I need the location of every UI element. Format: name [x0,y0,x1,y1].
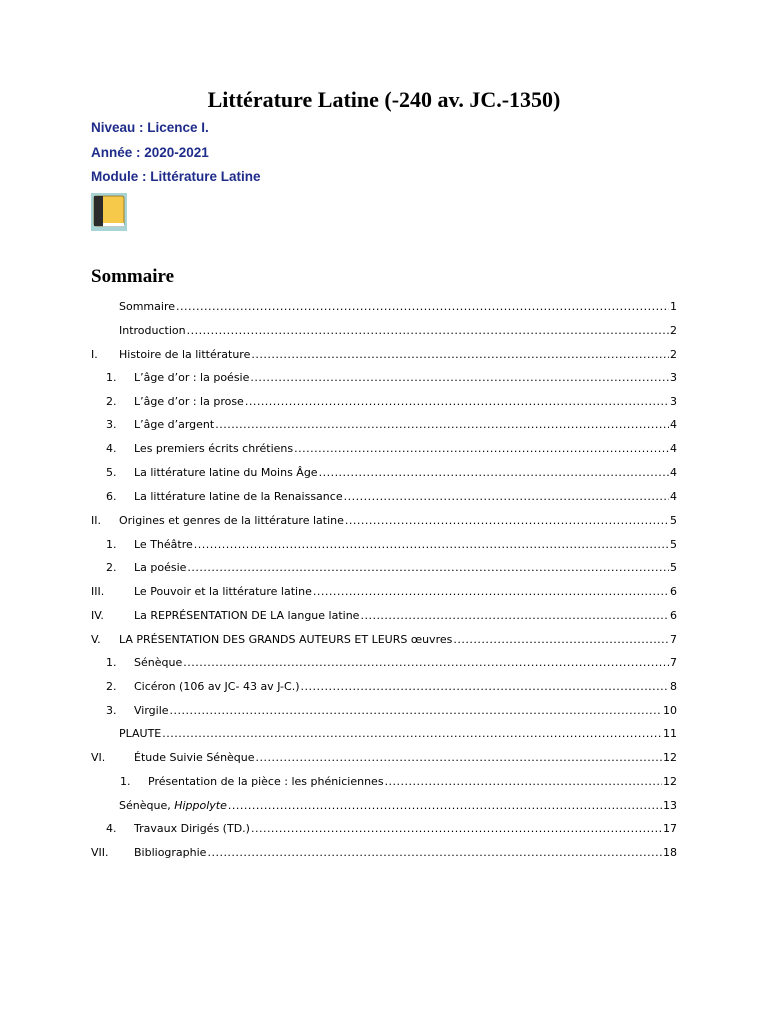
toc-leader-dots [300,678,669,696]
toc-page-number: 3 [670,371,677,384]
toc-label: La REPRÉSENTATION DE LA langue latine [134,609,360,622]
toc-entry[interactable] [0,820,768,838]
toc-entry[interactable] [0,773,768,791]
toc-leader-dots [170,702,662,720]
toc-label: Bibliographie [134,846,207,859]
toc-leader-dots [162,725,662,743]
toc-page-number: 12 [663,751,677,764]
toc-leader-dots [453,631,669,649]
toc-page-number: 7 [670,633,677,646]
toc-page-number: 4 [670,418,677,431]
toc-label: L’âge d’or : la poésie [134,371,250,384]
toc-leader-dots [345,512,669,530]
toc-page-number: 3 [670,395,677,408]
toc-leader-dots [385,773,662,791]
toc-number: VI. [91,751,106,764]
toc-leader-dots [313,583,669,601]
toc-label: Présentation de la pièce : les phéniciennes [148,775,384,788]
toc-leader-dots [228,797,662,815]
toc-page-number: 4 [670,442,677,455]
toc-number: IV. [91,609,104,622]
annee-line: Année : 2020-2021 [91,145,209,160]
toc-entry[interactable] [0,749,768,767]
toc-entry[interactable] [0,440,768,458]
toc-leader-dots [183,654,669,672]
toc-label: LA PRÉSENTATION DES GRANDS AUTEURS ET LEURS œuvres [119,633,453,646]
toc-page-number: 6 [670,609,677,622]
toc-label: Travaux Dirigés (TD.) [134,822,250,835]
sommaire-heading: Sommaire [91,266,175,287]
toc-entry[interactable] [0,583,768,601]
toc-entry[interactable] [0,322,768,340]
toc-page-number: 5 [670,538,677,551]
toc-number: VII. [91,846,109,859]
toc-label: Les premiers écrits chrétiens [134,442,294,455]
toc-page-number: 12 [663,775,677,788]
toc-number: 1. [120,775,131,788]
toc-page-number: 4 [670,490,677,503]
toc-label: PLAUTE [119,727,162,740]
toc-entry[interactable] [0,369,768,387]
toc-leader-dots [250,369,669,387]
toc-page-number: 5 [670,514,677,527]
toc-label: Introduction [119,324,186,337]
toc-leader-dots [187,322,669,340]
toc-leader-dots [194,536,669,554]
toc-leader-dots [344,488,669,506]
toc-leader-dots [245,393,669,411]
toc-number: 3. [106,418,117,431]
toc-entry[interactable] [0,559,768,577]
toc-number: 6. [106,490,117,503]
toc-number: II. [91,514,101,527]
document-title: Littérature Latine (-240 av. JC.-1350) [207,87,561,112]
toc-label: Le Pouvoir et la littérature latine [134,585,312,598]
toc-number: 2. [106,561,117,574]
toc-leader-dots [187,559,669,577]
toc-entry[interactable] [0,536,768,554]
toc-entry[interactable] [0,702,768,720]
toc-entry[interactable] [0,797,768,815]
toc-page-number: 11 [663,727,677,740]
toc-leader-dots [207,844,662,862]
toc-leader-dots [256,749,662,767]
toc-number: 4. [106,442,117,455]
toc-page-number: 5 [670,561,677,574]
toc-entry[interactable] [0,346,768,364]
toc-leader-dots [176,298,669,316]
toc-number: 1. [106,538,117,551]
toc-label: Sommaire [119,300,175,313]
toc-entry[interactable] [0,654,768,672]
toc-number: III. [91,585,105,598]
toc-label: Origines et genres de la littérature latine [119,514,344,527]
toc-entry[interactable] [0,725,768,743]
toc-label: L’âge d’or : la prose [134,395,244,408]
toc-number: 4. [106,822,117,835]
toc-page-number: 17 [663,822,677,835]
toc-page-number: 4 [670,466,677,479]
toc-leader-dots [251,820,662,838]
toc-number: 5. [106,466,117,479]
toc-page-number: 2 [670,324,677,337]
toc-leader-dots [251,346,669,364]
toc-entry[interactable] [0,464,768,482]
toc-number: 2. [106,680,117,693]
toc-label: Étude Suivie Sénèque [134,751,255,764]
toc-page-number: 18 [663,846,677,859]
toc-entry[interactable] [0,393,768,411]
toc-page-number: 2 [670,348,677,361]
toc-label: Sénèque, Hippolyte [119,799,227,812]
toc-leader-dots [215,416,669,434]
toc-page-number: 10 [663,704,677,717]
toc-label: L’âge d’argent [134,418,215,431]
toc-label: Histoire de la littérature [119,348,251,361]
toc-number: 1. [106,656,117,669]
toc-label: Cicéron (106 av JC- 43 av J-C.) [134,680,300,693]
toc-number: 3. [106,704,117,717]
toc-leader-dots [360,607,669,625]
book-icon [91,193,127,231]
toc-entry[interactable] [0,512,768,530]
module-line: Module : Littérature Latine [91,169,261,184]
toc-entry[interactable] [0,488,768,506]
toc-number: I. [91,348,98,361]
toc-entry[interactable] [0,631,768,649]
toc-entry[interactable] [0,607,768,625]
toc-page-number: 7 [670,656,677,669]
toc-number: V. [91,633,101,646]
toc-number: 1. [106,371,117,384]
toc-label: Sénèque [134,656,183,669]
toc-page-number: 6 [670,585,677,598]
toc-page-number: 8 [670,680,677,693]
niveau-line: Niveau : Licence I. [91,120,209,135]
toc-label: La poésie [134,561,187,574]
toc-number: 2. [106,395,117,408]
toc-leader-dots [319,464,669,482]
toc-entry[interactable] [0,298,768,316]
toc-entry[interactable] [0,678,768,696]
toc-label: La littérature latine du Moins Âge [134,466,318,479]
toc-label: La littérature latine de la Renaissance [134,490,343,503]
toc-leader-dots [294,440,669,458]
toc-page-number: 13 [663,799,677,812]
toc-entry[interactable] [0,416,768,434]
toc-entry[interactable] [0,844,768,862]
toc-label: Le Théâtre [134,538,193,551]
toc-page-number: 1 [670,300,677,313]
toc-label: Virgile [134,704,169,717]
